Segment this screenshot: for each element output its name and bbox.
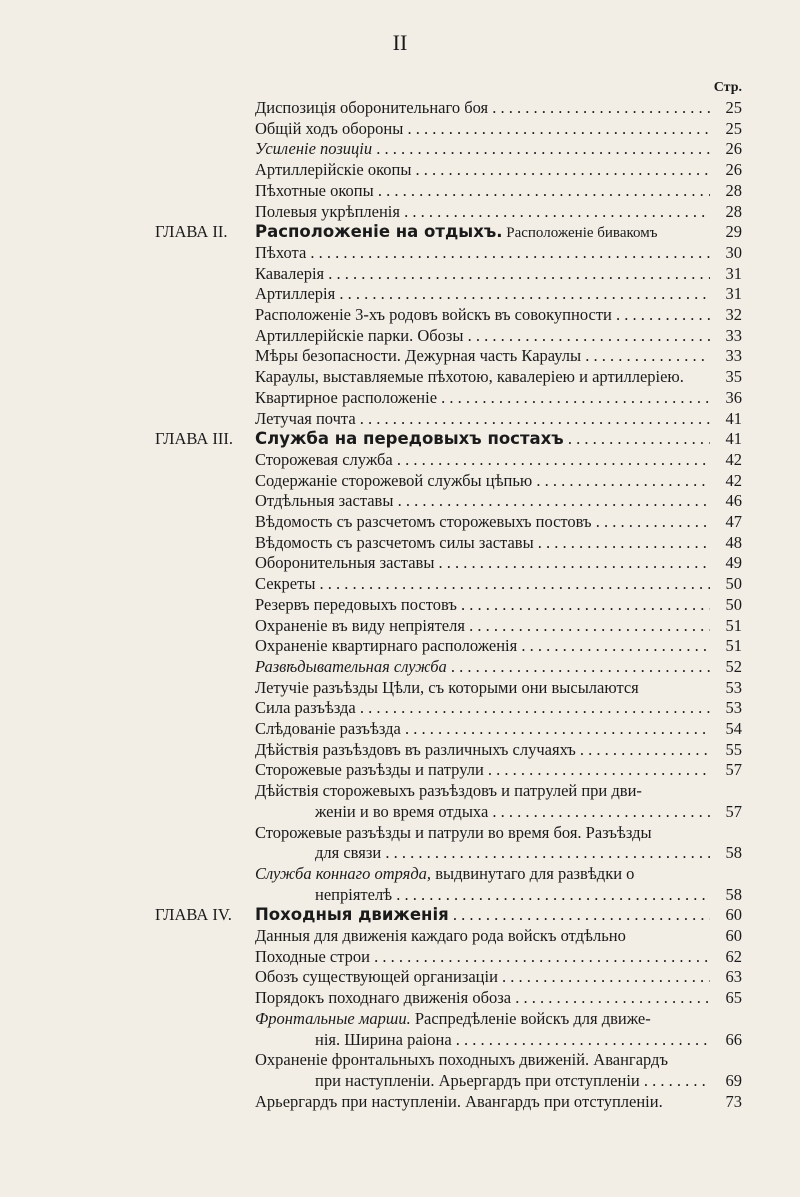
page-ref: 60	[725, 905, 742, 925]
chapter-label: ГЛАВА II.	[155, 222, 228, 242]
chapter-heading: Походныя движенія	[255, 906, 449, 925]
entry-title: Сторожевые разъѣзды и патрули . . .	[255, 761, 710, 779]
entry-title: Охраненіе въ виду непріятеля . . .	[255, 617, 710, 635]
page-ref: 52	[725, 656, 742, 676]
entry-title: женіи и во время отдыха . . .	[315, 803, 710, 821]
entry-title: Служба коннаго отряда, выдвинутаго для развѣдки о	[255, 864, 635, 883]
page-ref: 26	[725, 139, 742, 159]
entry-title: Сторожевая служба . . .	[255, 451, 710, 469]
entry-title	[255, 906, 710, 924]
page-ref: 63	[725, 967, 742, 987]
entry-title: Полевыя укрѣпленія . . .	[255, 203, 710, 221]
entry-title: Мѣры безопасности. Дежурная часть Караулы . . .	[255, 347, 710, 365]
page-ref: 32	[725, 305, 742, 324]
page-ref: 31	[725, 284, 742, 304]
page-ref: 62	[725, 946, 742, 966]
entry-title: Кавалерія . . .	[255, 265, 710, 283]
chapter-label: ГЛАВА III.	[155, 429, 234, 449]
page-ref: 50	[725, 574, 742, 594]
page-ref: 36	[725, 387, 742, 407]
page-ref: 35	[725, 367, 742, 387]
page-ref: 42	[725, 470, 742, 490]
entry-title: Оборонительныя заставы . . .	[255, 554, 710, 572]
chapter-subentry: Расположеніе бивакомъ	[502, 225, 658, 242]
entry-title: Арьергардъ при наступленіи. Авангардъ при отступленіи.	[255, 1092, 663, 1111]
entry-title	[255, 430, 710, 448]
entry-title: Летучіе разъѣзды Цѣли, съ которыми они высылаются	[255, 678, 639, 697]
page-ref: 33	[725, 346, 742, 366]
entry-title: Походные строи . . .	[255, 948, 710, 966]
entry-title: Пѣхотные окопы . . .	[255, 182, 710, 200]
page-ref: 26	[725, 160, 742, 180]
page-ref: 33	[725, 325, 742, 345]
entry-title: при наступленіи. Арьергардъ при отступленіи . . .	[315, 1072, 710, 1090]
entry-title: Артиллерія . . .	[255, 285, 710, 303]
page-ref: 69	[725, 1070, 742, 1090]
entry-title: Вѣдомость съ разсчетомъ силы заставы . . .	[255, 534, 710, 552]
page-ref: 29	[725, 222, 742, 242]
entry-title: Летучая почта . . .	[255, 410, 710, 428]
page-ref: 50	[725, 594, 742, 614]
chapter-label: ГЛАВА IV.	[155, 905, 232, 925]
page-ref: 57	[725, 760, 742, 780]
page-ref: 41	[725, 408, 742, 428]
page-number: II	[392, 30, 408, 55]
page-column-label: Стр.	[713, 80, 742, 95]
page-ref: 51	[725, 615, 742, 635]
page-ref: 53	[725, 698, 742, 718]
page-ref: 57	[725, 801, 742, 821]
page-ref: 65	[725, 988, 742, 1008]
page-ref: 49	[725, 553, 742, 573]
entry-title: Данныя для движенія каждаго рода войскъ отдѣльно	[255, 927, 626, 945]
entry-title: Сила разъѣзда . . .	[255, 699, 710, 717]
entry-title: Расположеніе 3-хъ родовъ войскъ въ совокупности . . .	[255, 306, 710, 324]
page-ref: 54	[725, 719, 742, 738]
entry-title: Охраненіе фронтальныхъ походныхъ движеній. Авангардъ	[255, 1051, 668, 1070]
entry-title: Пѣхота . . .	[255, 244, 710, 262]
entry-title: Резервъ передовыхъ постовъ . . .	[255, 596, 710, 614]
entry-title: Слѣдованіе разъѣзда . . .	[255, 720, 710, 738]
entry-title: Вѣдомость съ разсчетомъ сторожевыхъ постовъ . . .	[255, 513, 710, 531]
page-ref: 55	[725, 739, 742, 759]
page-ref: 51	[725, 636, 742, 656]
entry-title: Общій ходъ обороны . . .	[255, 120, 710, 138]
page-ref: 46	[725, 491, 742, 511]
entry-title: нія. Ширина раіона . . .	[315, 1031, 710, 1049]
entry-title: Отдѣльныя заставы . . .	[255, 492, 710, 510]
page-ref: 25	[725, 98, 742, 117]
entry-title: непріятелѣ . . .	[315, 886, 710, 904]
entry-title: Развѣдывательная служба . . .	[255, 658, 710, 676]
entry-title	[255, 223, 710, 242]
chapter-heading: Служба на передовыхъ постахъ	[255, 430, 564, 449]
page-ref: 42	[725, 449, 742, 469]
page-ref: 25	[725, 118, 742, 138]
page-ref: 31	[725, 263, 742, 283]
chapter-heading: Расположеніе на отдыхъ.	[255, 223, 503, 242]
page-ref: 60	[725, 926, 742, 945]
page-ref: 73	[725, 1091, 742, 1111]
page-ref: 30	[725, 242, 742, 262]
entry-title: Сторожевые разъѣзды и патрули во время боя. Разъѣзды	[255, 823, 652, 842]
entry-title: Содержаніе сторожевой службы цѣпью . . .	[255, 472, 710, 490]
page-ref: 28	[725, 180, 742, 200]
entry-title: для связи . . .	[315, 844, 710, 862]
entry-title: Порядокъ походнаго движенія обоза . . .	[255, 989, 710, 1007]
entry-title: Квартирное расположеніе . . .	[255, 389, 710, 407]
entry-title: Усиленіе позиціи . . .	[255, 140, 710, 158]
entry-title: Диспозиція оборонительнаго боя . . .	[255, 99, 710, 117]
page-ref: 53	[725, 677, 742, 697]
entry-title: Дѣйствія разъѣздовъ въ различныхъ случаяхъ . . .	[255, 741, 710, 759]
entry-title: Секреты . . .	[255, 575, 710, 593]
entry-title: Артиллерійскіе окопы . . .	[255, 161, 710, 179]
entry-title: Обозъ существующей организаціи . . .	[255, 968, 710, 986]
page-ref: 58	[725, 843, 742, 863]
page-ref: 58	[725, 884, 742, 904]
entry-title: Артиллерійскіе парки. Обозы . . .	[255, 327, 710, 345]
entry-title: Караулы, выставляемые пѣхотою, кавалеріею и артиллеріею.	[255, 368, 684, 387]
entry-title: Дѣйствія сторожевыхъ разъѣздовъ и патрулей при дви-	[255, 782, 642, 801]
page-ref: 66	[725, 1029, 742, 1049]
page-ref: 28	[725, 201, 742, 221]
page-ref: 41	[725, 429, 742, 449]
entry-title: Охраненіе квартирнаго расположенія . . .	[255, 637, 710, 655]
entry-title: Фронтальные марши. Распредѣленіе войскъ для движе-	[255, 1009, 651, 1028]
page-ref: 47	[725, 512, 742, 531]
page-ref: 48	[725, 532, 742, 552]
